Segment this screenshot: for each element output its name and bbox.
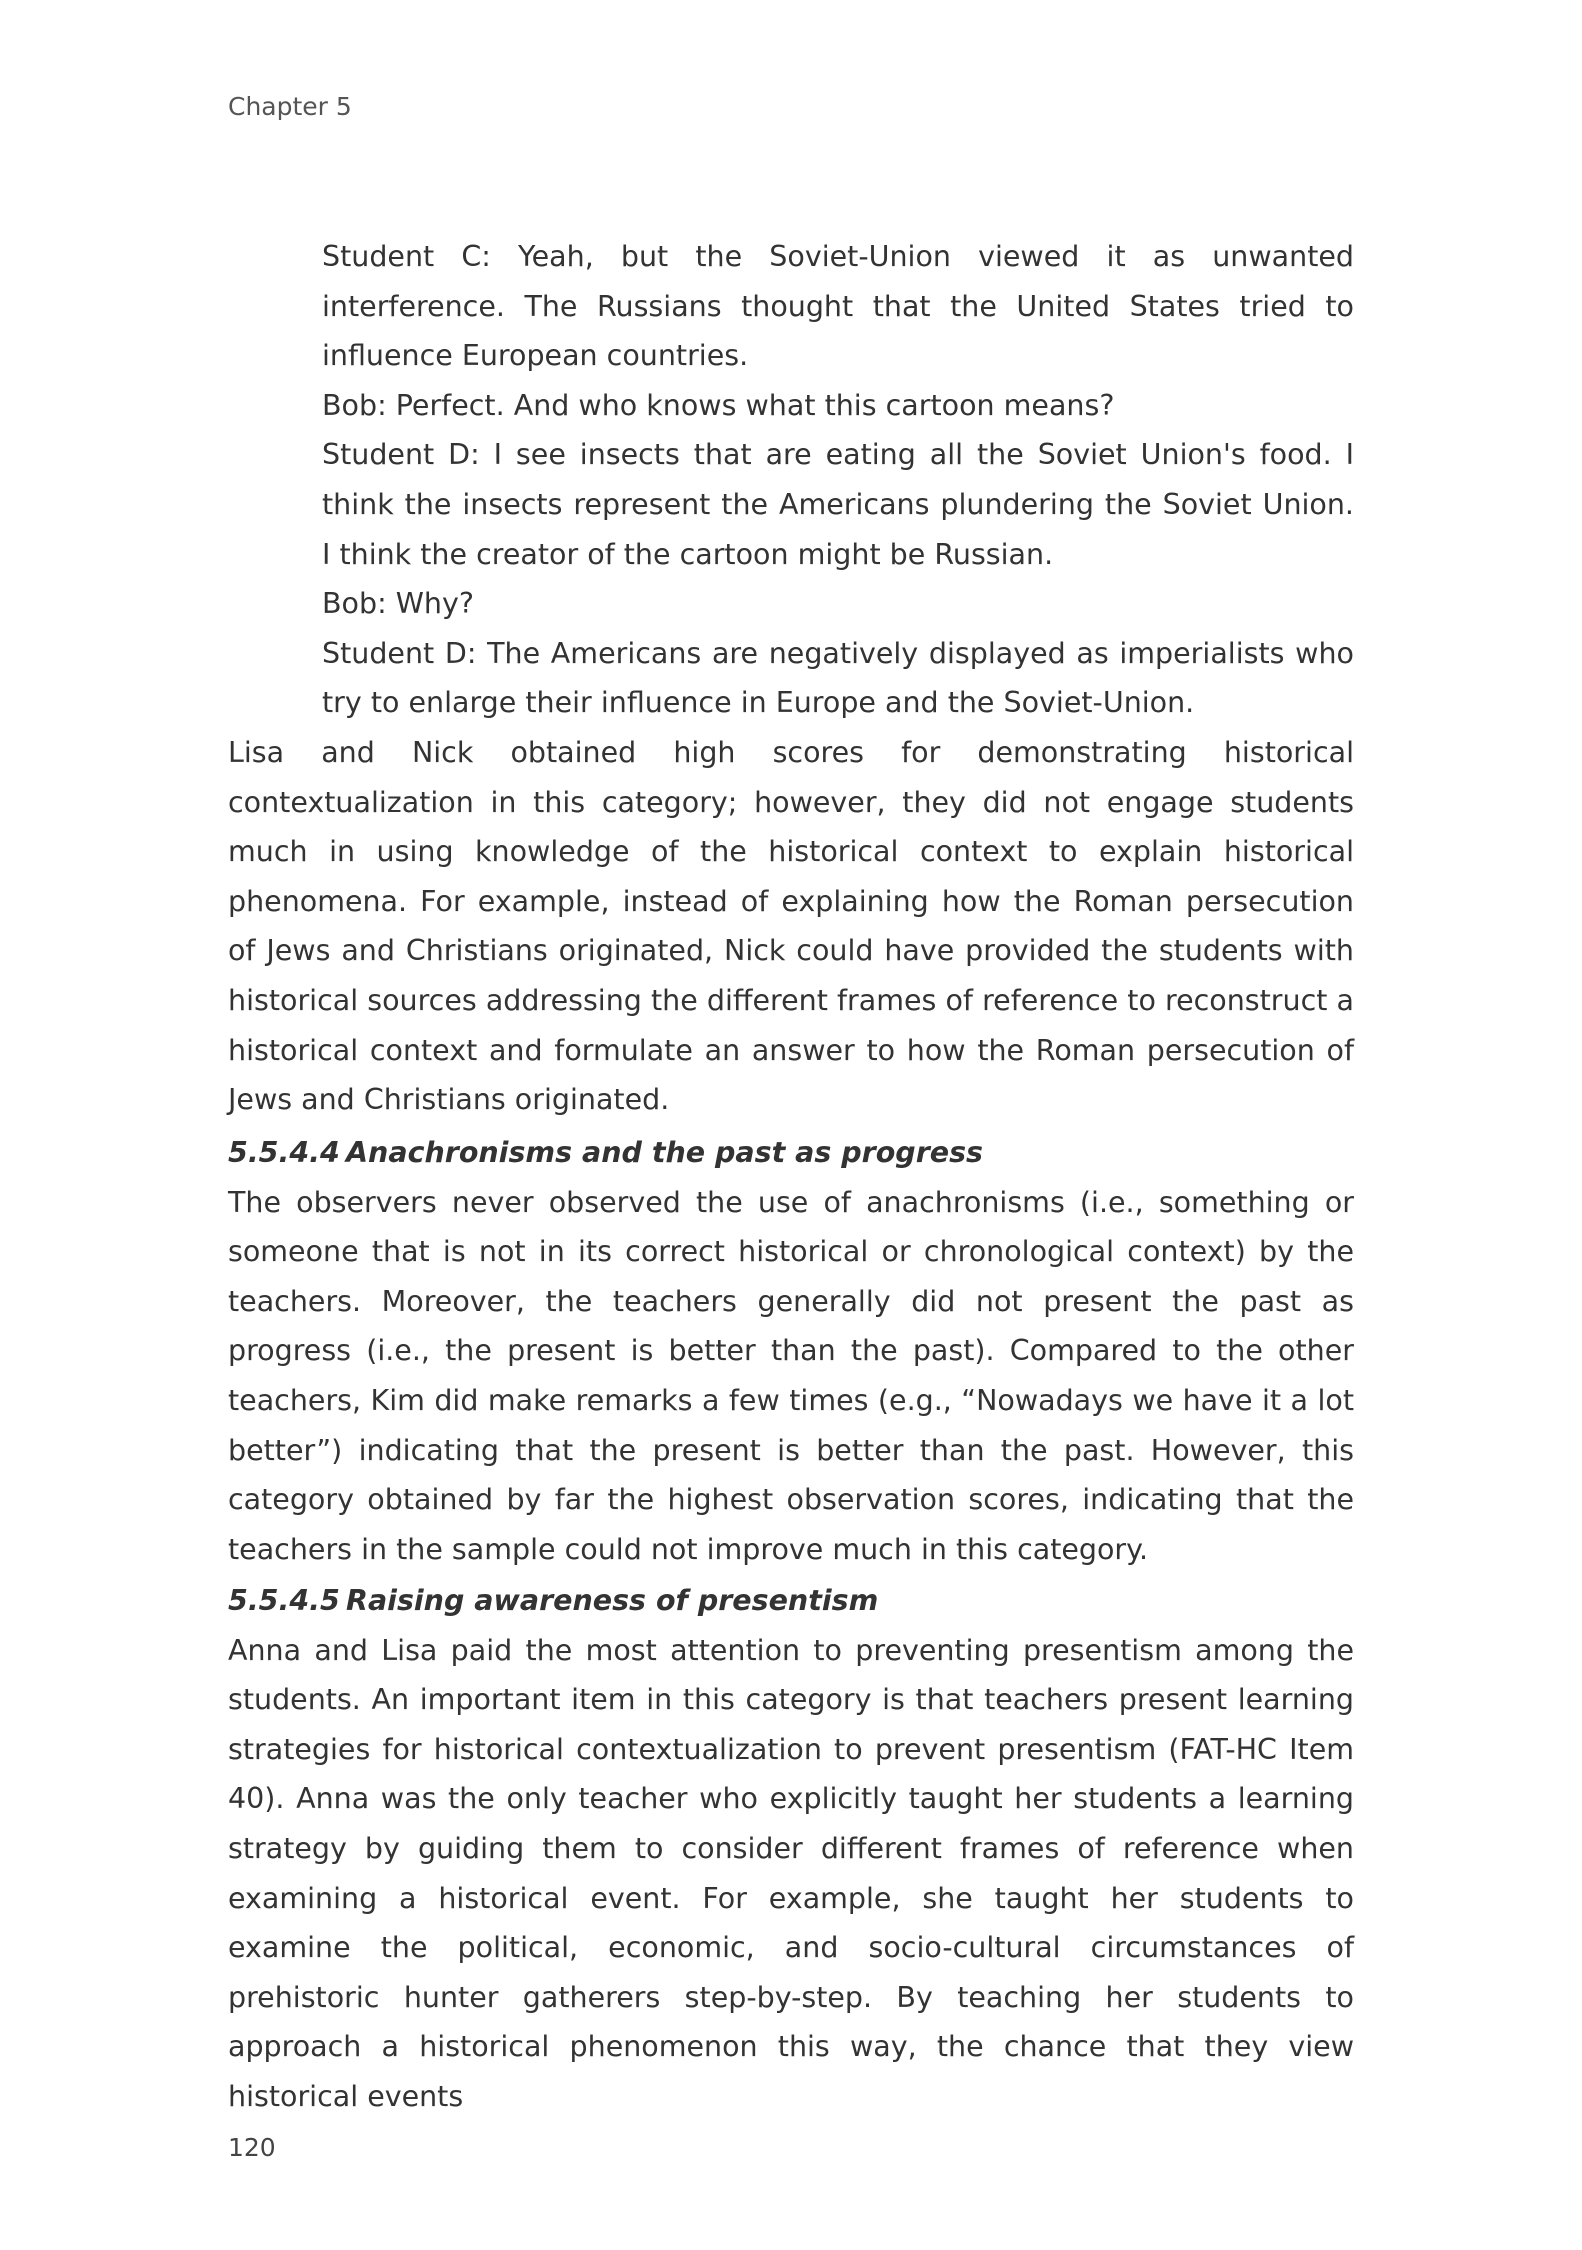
section-number: 5.5.4.5 bbox=[228, 1584, 340, 1617]
section-presentism bbox=[228, 1576, 1354, 2122]
dialogue-excerpt bbox=[322, 232, 1354, 728]
running-head: Chapter 5 bbox=[228, 92, 352, 121]
dialogue-line: Student C: Yeah, but the Soviet-Union viewed it as unwanted interference. The Russians thought that the United States tried to influence European countries. bbox=[322, 240, 1354, 373]
page-number: 120 bbox=[228, 2133, 276, 2162]
section-heading bbox=[228, 1576, 1354, 1626]
dialogue-line: Bob: Why? bbox=[322, 587, 474, 621]
section-title: Anachronisms and the past as progress bbox=[346, 1136, 984, 1169]
section-heading bbox=[228, 1128, 1354, 1178]
dialogue-line: Bob: Perfect. And who knows what this cartoon means? bbox=[322, 388, 1115, 422]
section-number: 5.5.4.4 bbox=[228, 1136, 340, 1169]
section-anachronisms bbox=[228, 1128, 1354, 1574]
section-text: Anna and Lisa paid the most attention to preventing presentism among the students. An important item in this category is that teachers present learning strategies for historical contextualization to prevent presentism (FAT-HC Item 40). Anna was the only teacher who explicitly taught her students a learning strategy by guiding them to consider different frames of reference when examining a historical event. For example, she taught her students to examine the political, economic, and socio-cultural circumstances of prehistoric hunter gatherers step-by-step. By teaching her students to approach a historical phenomenon this way, the chance that they view historical events bbox=[228, 1633, 1354, 2113]
section-text: The observers never observed the use of anachronisms (i.e., something or someone that is not in its correct historical or chronological context) by the teachers. Moreover, the teachers generally did not present the past as progress (i.e., the present is better than the past). Compared to the other teachers, Kim did make remarks a few times (e.g., “Nowadays we have it a lot better”) indicating that the present is better than the past. However, this category obtained by far the highest observation scores, indicating that the teachers in the sample could not improve much in this category. bbox=[228, 1185, 1354, 1566]
paragraph-text: Lisa and Nick obtained high scores for demonstrating historical contextualization in this category; however, they did not engage students much in using knowledge of the historical context to explain historical phenomena. For example, instead of explaining how the Roman persecution of Jews and Christians originated, Nick could have provided the students with historical sources addressing the different frames of reference to reconstruct a historical context and formulate an answer to how the Roman persecution of Jews and Christians originated. bbox=[228, 736, 1354, 1117]
dialogue-line: Student D: I see insects that are eating all the Soviet Union's food. I think the insects represent the Americans plundering the Soviet Union. I think the creator of the cartoon might be Russian. bbox=[322, 438, 1354, 571]
dialogue-line: Student D: The Americans are negatively displayed as imperialists who try to enlarge their influence in Europe and the Soviet-Union. bbox=[322, 636, 1354, 720]
paragraph-contextualization bbox=[228, 728, 1354, 1125]
section-title: Raising awareness of presentism bbox=[346, 1584, 879, 1617]
